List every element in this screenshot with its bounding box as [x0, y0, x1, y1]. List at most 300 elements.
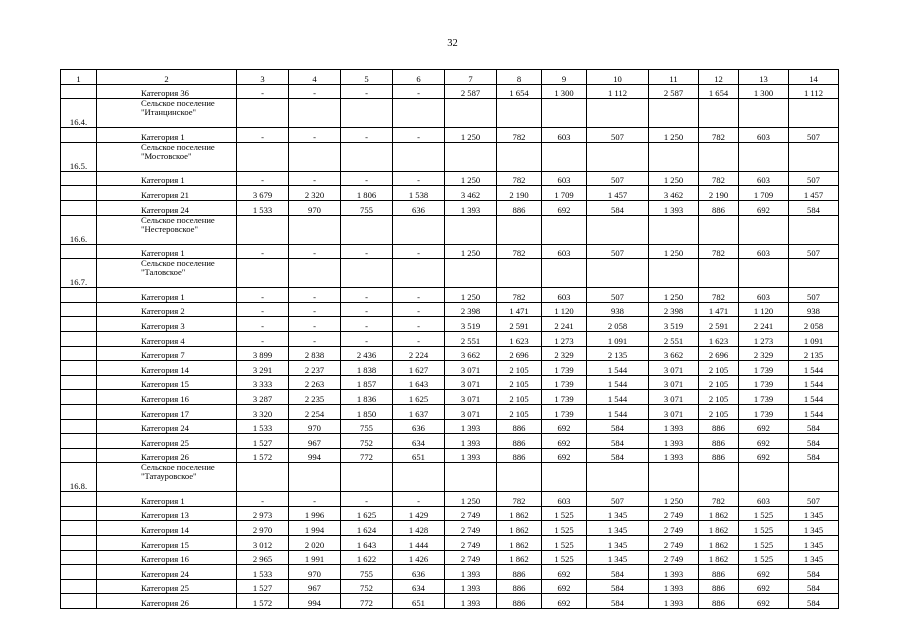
value-cell: 2 105 — [497, 375, 542, 390]
value-cell: 3 071 — [649, 375, 699, 390]
value-cell: 2 749 — [445, 506, 497, 521]
empty-cell — [237, 99, 289, 128]
empty-cell — [587, 215, 649, 244]
section-number: 16.6. — [61, 215, 97, 244]
section-title: Сельское поселение "Итанцинское" — [97, 99, 237, 128]
table-row — [61, 448, 839, 463]
table-row — [61, 375, 839, 390]
value-cell: 2 105 — [497, 404, 542, 419]
empty-cell — [587, 259, 649, 288]
value-cell: 692 — [739, 579, 789, 594]
table-row — [61, 346, 839, 361]
value-cell: 2 398 — [445, 302, 497, 317]
table-row — [61, 128, 839, 143]
value-cell: 782 — [497, 288, 542, 303]
value-cell: 584 — [789, 579, 839, 594]
header-cell-4: 4 — [289, 70, 341, 85]
value-cell: 1 538 — [393, 186, 445, 201]
value-cell: 2 329 — [542, 346, 587, 361]
row-number-cell — [61, 536, 97, 551]
value-cell: 2 749 — [649, 536, 699, 551]
value-cell: 2 965 — [237, 550, 289, 565]
table-row — [61, 200, 839, 215]
value-cell: 1 857 — [341, 375, 393, 390]
category-cell: Категория 25 — [97, 434, 237, 449]
value-cell: - — [289, 492, 341, 507]
value-cell: 1 300 — [542, 84, 587, 99]
value-cell: 1 625 — [341, 506, 393, 521]
section-number: 16.7. — [61, 259, 97, 288]
value-cell: - — [289, 244, 341, 259]
value-cell: 2 241 — [739, 317, 789, 332]
value-cell: 1 250 — [649, 492, 699, 507]
empty-cell — [497, 142, 542, 171]
value-cell: 692 — [542, 200, 587, 215]
value-cell: 2 551 — [649, 331, 699, 346]
row-number-cell — [61, 594, 97, 609]
value-cell: 3 071 — [649, 361, 699, 376]
table-row — [61, 244, 839, 259]
value-cell: 507 — [789, 288, 839, 303]
value-cell: 2 436 — [341, 346, 393, 361]
value-cell: 2 398 — [649, 302, 699, 317]
value-cell: 1 250 — [445, 171, 497, 186]
value-cell: 507 — [587, 492, 649, 507]
row-number-cell — [61, 565, 97, 580]
empty-cell — [587, 99, 649, 128]
value-cell: 1 996 — [289, 506, 341, 521]
value-cell: 584 — [789, 594, 839, 609]
header-cell-9: 9 — [542, 70, 587, 85]
value-cell: - — [289, 302, 341, 317]
value-cell: 1 091 — [789, 331, 839, 346]
value-cell: - — [341, 302, 393, 317]
table-row — [61, 419, 839, 434]
value-cell: 2 105 — [699, 361, 739, 376]
value-cell: 636 — [393, 200, 445, 215]
empty-cell — [497, 99, 542, 128]
value-cell: 1 393 — [445, 419, 497, 434]
value-cell: 1 806 — [341, 186, 393, 201]
value-cell: 1 862 — [497, 536, 542, 551]
table-row — [61, 390, 839, 405]
empty-cell — [237, 215, 289, 244]
value-cell: 886 — [497, 448, 542, 463]
value-cell: 692 — [542, 565, 587, 580]
value-cell: 603 — [739, 244, 789, 259]
value-cell: 1 273 — [739, 331, 789, 346]
header-cell-14: 14 — [789, 70, 839, 85]
table-row — [61, 536, 839, 551]
category-cell: Категория 15 — [97, 536, 237, 551]
header-cell-12: 12 — [699, 70, 739, 85]
value-cell: 3 662 — [649, 346, 699, 361]
value-cell: 1 862 — [497, 521, 542, 536]
value-cell: 1 572 — [237, 594, 289, 609]
header-cell-1: 1 — [61, 70, 97, 85]
value-cell: - — [393, 317, 445, 332]
value-cell: 2 241 — [542, 317, 587, 332]
empty-cell — [699, 99, 739, 128]
empty-cell — [789, 259, 839, 288]
empty-cell — [445, 215, 497, 244]
value-cell: 3 519 — [649, 317, 699, 332]
value-cell: 886 — [699, 565, 739, 580]
value-cell: 634 — [393, 434, 445, 449]
value-cell: 1 994 — [289, 521, 341, 536]
value-cell: 636 — [393, 419, 445, 434]
value-cell: 1 471 — [497, 302, 542, 317]
value-cell: 755 — [341, 200, 393, 215]
section-number: 16.4. — [61, 99, 97, 128]
value-cell: 603 — [739, 128, 789, 143]
empty-cell — [542, 99, 587, 128]
value-cell: 1 525 — [739, 536, 789, 551]
value-cell: 1 525 — [739, 506, 789, 521]
value-cell: 886 — [699, 448, 739, 463]
value-cell: 692 — [542, 579, 587, 594]
value-cell: 886 — [699, 579, 739, 594]
value-cell: - — [289, 171, 341, 186]
value-cell: 1 426 — [393, 550, 445, 565]
section-number: 16.8. — [61, 463, 97, 492]
value-cell: 584 — [587, 419, 649, 434]
category-cell: Категория 7 — [97, 346, 237, 361]
value-cell: - — [393, 84, 445, 99]
value-cell: 2 587 — [649, 84, 699, 99]
value-cell: 2 320 — [289, 186, 341, 201]
value-cell: 1 525 — [542, 550, 587, 565]
empty-cell — [542, 259, 587, 288]
category-cell: Категория 24 — [97, 200, 237, 215]
value-cell: 2 551 — [445, 331, 497, 346]
value-cell: 886 — [497, 434, 542, 449]
value-cell: - — [341, 171, 393, 186]
empty-cell — [237, 142, 289, 171]
row-number-cell — [61, 186, 97, 201]
value-cell: 603 — [739, 492, 789, 507]
value-cell: 3 679 — [237, 186, 289, 201]
value-cell: 1 624 — [341, 521, 393, 536]
value-cell: 1 345 — [587, 550, 649, 565]
empty-cell — [393, 463, 445, 492]
value-cell: 3 071 — [445, 390, 497, 405]
value-cell: 692 — [542, 434, 587, 449]
value-cell: 755 — [341, 565, 393, 580]
value-cell: 692 — [542, 419, 587, 434]
value-cell: 1 862 — [497, 506, 542, 521]
value-cell: 2 105 — [699, 375, 739, 390]
empty-cell — [289, 142, 341, 171]
value-cell: 3 071 — [649, 390, 699, 405]
value-cell: 2 749 — [445, 521, 497, 536]
value-cell: 692 — [739, 565, 789, 580]
empty-cell — [393, 259, 445, 288]
value-cell: 1 525 — [542, 536, 587, 551]
value-cell: 603 — [542, 288, 587, 303]
category-cell: Категория 1 — [97, 288, 237, 303]
value-cell: 507 — [789, 171, 839, 186]
empty-cell — [341, 259, 393, 288]
value-cell: - — [237, 331, 289, 346]
section-title: Сельское поселение "Татауровское" — [97, 463, 237, 492]
category-cell: Категория 14 — [97, 361, 237, 376]
value-cell: 1 393 — [649, 419, 699, 434]
category-cell: Категория 2 — [97, 302, 237, 317]
empty-cell — [542, 142, 587, 171]
value-cell: - — [341, 317, 393, 332]
value-cell: 1 393 — [649, 434, 699, 449]
value-cell: 1 850 — [341, 404, 393, 419]
value-cell: 1 250 — [445, 244, 497, 259]
table-row — [61, 565, 839, 580]
table-row — [61, 361, 839, 376]
category-cell: Категория 13 — [97, 506, 237, 521]
value-cell: 692 — [739, 419, 789, 434]
category-cell: Категория 1 — [97, 171, 237, 186]
value-cell: 507 — [587, 171, 649, 186]
value-cell: - — [237, 302, 289, 317]
value-cell: 1 533 — [237, 419, 289, 434]
table-row — [61, 550, 839, 565]
value-cell: 1 345 — [789, 521, 839, 536]
empty-cell — [789, 99, 839, 128]
value-cell: 2 329 — [739, 346, 789, 361]
value-cell: 1 838 — [341, 361, 393, 376]
value-cell: 1 112 — [587, 84, 649, 99]
empty-cell — [739, 99, 789, 128]
value-cell: - — [393, 331, 445, 346]
value-cell: - — [237, 288, 289, 303]
section-title: Сельское поселение "Нестеровское" — [97, 215, 237, 244]
empty-cell — [289, 463, 341, 492]
empty-cell — [445, 463, 497, 492]
value-cell: - — [341, 288, 393, 303]
value-cell: 967 — [289, 579, 341, 594]
header-row — [61, 70, 839, 85]
section-row — [61, 259, 839, 288]
value-cell: 1 345 — [789, 506, 839, 521]
value-cell: 2 696 — [497, 346, 542, 361]
value-cell: 967 — [289, 434, 341, 449]
value-cell: 692 — [739, 448, 789, 463]
value-cell: 1 428 — [393, 521, 445, 536]
value-cell: 970 — [289, 565, 341, 580]
value-cell: 782 — [699, 288, 739, 303]
category-cell: Категория 21 — [97, 186, 237, 201]
value-cell: 1 544 — [587, 375, 649, 390]
value-cell: 1 991 — [289, 550, 341, 565]
value-cell: 1 862 — [699, 550, 739, 565]
empty-cell — [649, 463, 699, 492]
value-cell: 886 — [699, 200, 739, 215]
value-cell: 584 — [789, 200, 839, 215]
table-row — [61, 434, 839, 449]
empty-cell — [497, 463, 542, 492]
value-cell: 886 — [497, 579, 542, 594]
value-cell: 1 643 — [393, 375, 445, 390]
empty-cell — [649, 215, 699, 244]
value-cell: 3 071 — [445, 404, 497, 419]
value-cell: 2 135 — [587, 346, 649, 361]
empty-cell — [237, 259, 289, 288]
value-cell: 603 — [542, 492, 587, 507]
value-cell: 1 429 — [393, 506, 445, 521]
empty-cell — [789, 463, 839, 492]
value-cell: 651 — [393, 594, 445, 609]
value-cell: - — [289, 317, 341, 332]
value-cell: 782 — [497, 171, 542, 186]
value-cell: - — [237, 171, 289, 186]
value-cell: 3 462 — [445, 186, 497, 201]
value-cell: 3 291 — [237, 361, 289, 376]
value-cell: 507 — [789, 128, 839, 143]
value-cell: 603 — [542, 244, 587, 259]
value-cell: 1 654 — [497, 84, 542, 99]
value-cell: 1 393 — [445, 434, 497, 449]
value-cell: 1 709 — [542, 186, 587, 201]
value-cell: 3 012 — [237, 536, 289, 551]
row-number-cell — [61, 506, 97, 521]
empty-cell — [587, 463, 649, 492]
empty-cell — [542, 215, 587, 244]
value-cell: - — [393, 288, 445, 303]
value-cell: 2 591 — [497, 317, 542, 332]
empty-cell — [289, 259, 341, 288]
value-cell: 2 587 — [445, 84, 497, 99]
value-cell: - — [289, 84, 341, 99]
row-number-cell — [61, 390, 97, 405]
value-cell: 1 739 — [739, 361, 789, 376]
value-cell: 3 899 — [237, 346, 289, 361]
header-cell-10: 10 — [587, 70, 649, 85]
value-cell: 584 — [789, 434, 839, 449]
value-cell: 1 393 — [649, 448, 699, 463]
value-cell: 1 544 — [587, 390, 649, 405]
value-cell: 507 — [789, 492, 839, 507]
value-cell: 507 — [789, 244, 839, 259]
value-cell: 3 071 — [445, 375, 497, 390]
value-cell: - — [237, 128, 289, 143]
value-cell: 2 235 — [289, 390, 341, 405]
category-cell: Категория 24 — [97, 565, 237, 580]
value-cell: 3 071 — [445, 361, 497, 376]
value-cell: 994 — [289, 448, 341, 463]
value-cell: 2 749 — [445, 536, 497, 551]
value-cell: 1 625 — [393, 390, 445, 405]
value-cell: 603 — [739, 288, 789, 303]
row-number-cell — [61, 434, 97, 449]
category-cell: Категория 4 — [97, 331, 237, 346]
value-cell: 507 — [587, 128, 649, 143]
table-row — [61, 302, 839, 317]
value-cell: 1 544 — [789, 390, 839, 405]
empty-cell — [649, 99, 699, 128]
table-row — [61, 171, 839, 186]
row-number-cell — [61, 346, 97, 361]
category-cell: Категория 14 — [97, 521, 237, 536]
table-row — [61, 506, 839, 521]
value-cell: 782 — [699, 244, 739, 259]
value-cell: 1 393 — [445, 200, 497, 215]
value-cell: 2 838 — [289, 346, 341, 361]
value-cell: 603 — [542, 128, 587, 143]
category-cell: Категория 25 — [97, 579, 237, 594]
value-cell: 1 527 — [237, 579, 289, 594]
empty-cell — [542, 463, 587, 492]
value-cell: 1 623 — [497, 331, 542, 346]
value-cell: 584 — [587, 200, 649, 215]
value-cell: 1 739 — [542, 390, 587, 405]
section-number: 16.5. — [61, 142, 97, 171]
value-cell: 1 623 — [699, 331, 739, 346]
value-cell: 1 393 — [649, 200, 699, 215]
value-cell: 2 237 — [289, 361, 341, 376]
value-cell: 3 519 — [445, 317, 497, 332]
tariff-table — [60, 69, 839, 609]
value-cell: 1 250 — [445, 492, 497, 507]
value-cell: 752 — [341, 434, 393, 449]
value-cell: 1 544 — [789, 375, 839, 390]
value-cell: 1 250 — [445, 288, 497, 303]
value-cell: 2 970 — [237, 521, 289, 536]
header-cell-11: 11 — [649, 70, 699, 85]
value-cell: 1 739 — [739, 404, 789, 419]
value-cell: 3 462 — [649, 186, 699, 201]
empty-cell — [445, 259, 497, 288]
row-number-cell — [61, 375, 97, 390]
value-cell: 1 250 — [649, 128, 699, 143]
value-cell: 692 — [739, 434, 789, 449]
header-cell-8: 8 — [497, 70, 542, 85]
value-cell: 1 525 — [542, 506, 587, 521]
table-row — [61, 288, 839, 303]
value-cell: 1 457 — [789, 186, 839, 201]
category-cell: Категория 15 — [97, 375, 237, 390]
value-cell: - — [393, 492, 445, 507]
empty-cell — [699, 215, 739, 244]
category-cell: Категория 26 — [97, 594, 237, 609]
value-cell: 1 345 — [587, 536, 649, 551]
value-cell: 692 — [739, 200, 789, 215]
value-cell: 1 273 — [542, 331, 587, 346]
empty-cell — [341, 99, 393, 128]
row-number-cell — [61, 200, 97, 215]
table-row — [61, 404, 839, 419]
value-cell: - — [393, 171, 445, 186]
value-cell: 782 — [699, 128, 739, 143]
row-number-cell — [61, 448, 97, 463]
value-cell: 2 749 — [649, 506, 699, 521]
value-cell: 1 112 — [789, 84, 839, 99]
value-cell: 1 637 — [393, 404, 445, 419]
value-cell: 2 105 — [497, 361, 542, 376]
header-cell-6: 6 — [393, 70, 445, 85]
empty-cell — [789, 215, 839, 244]
row-number-cell — [61, 128, 97, 143]
value-cell: 2 591 — [699, 317, 739, 332]
category-cell: Категория 16 — [97, 390, 237, 405]
value-cell: 886 — [497, 594, 542, 609]
category-cell: Категория 24 — [97, 419, 237, 434]
value-cell: 1 345 — [789, 550, 839, 565]
value-cell: 1 393 — [445, 565, 497, 580]
value-cell: 634 — [393, 579, 445, 594]
value-cell: 584 — [587, 565, 649, 580]
value-cell: 1 345 — [587, 506, 649, 521]
table-row — [61, 84, 839, 99]
value-cell: 3 662 — [445, 346, 497, 361]
